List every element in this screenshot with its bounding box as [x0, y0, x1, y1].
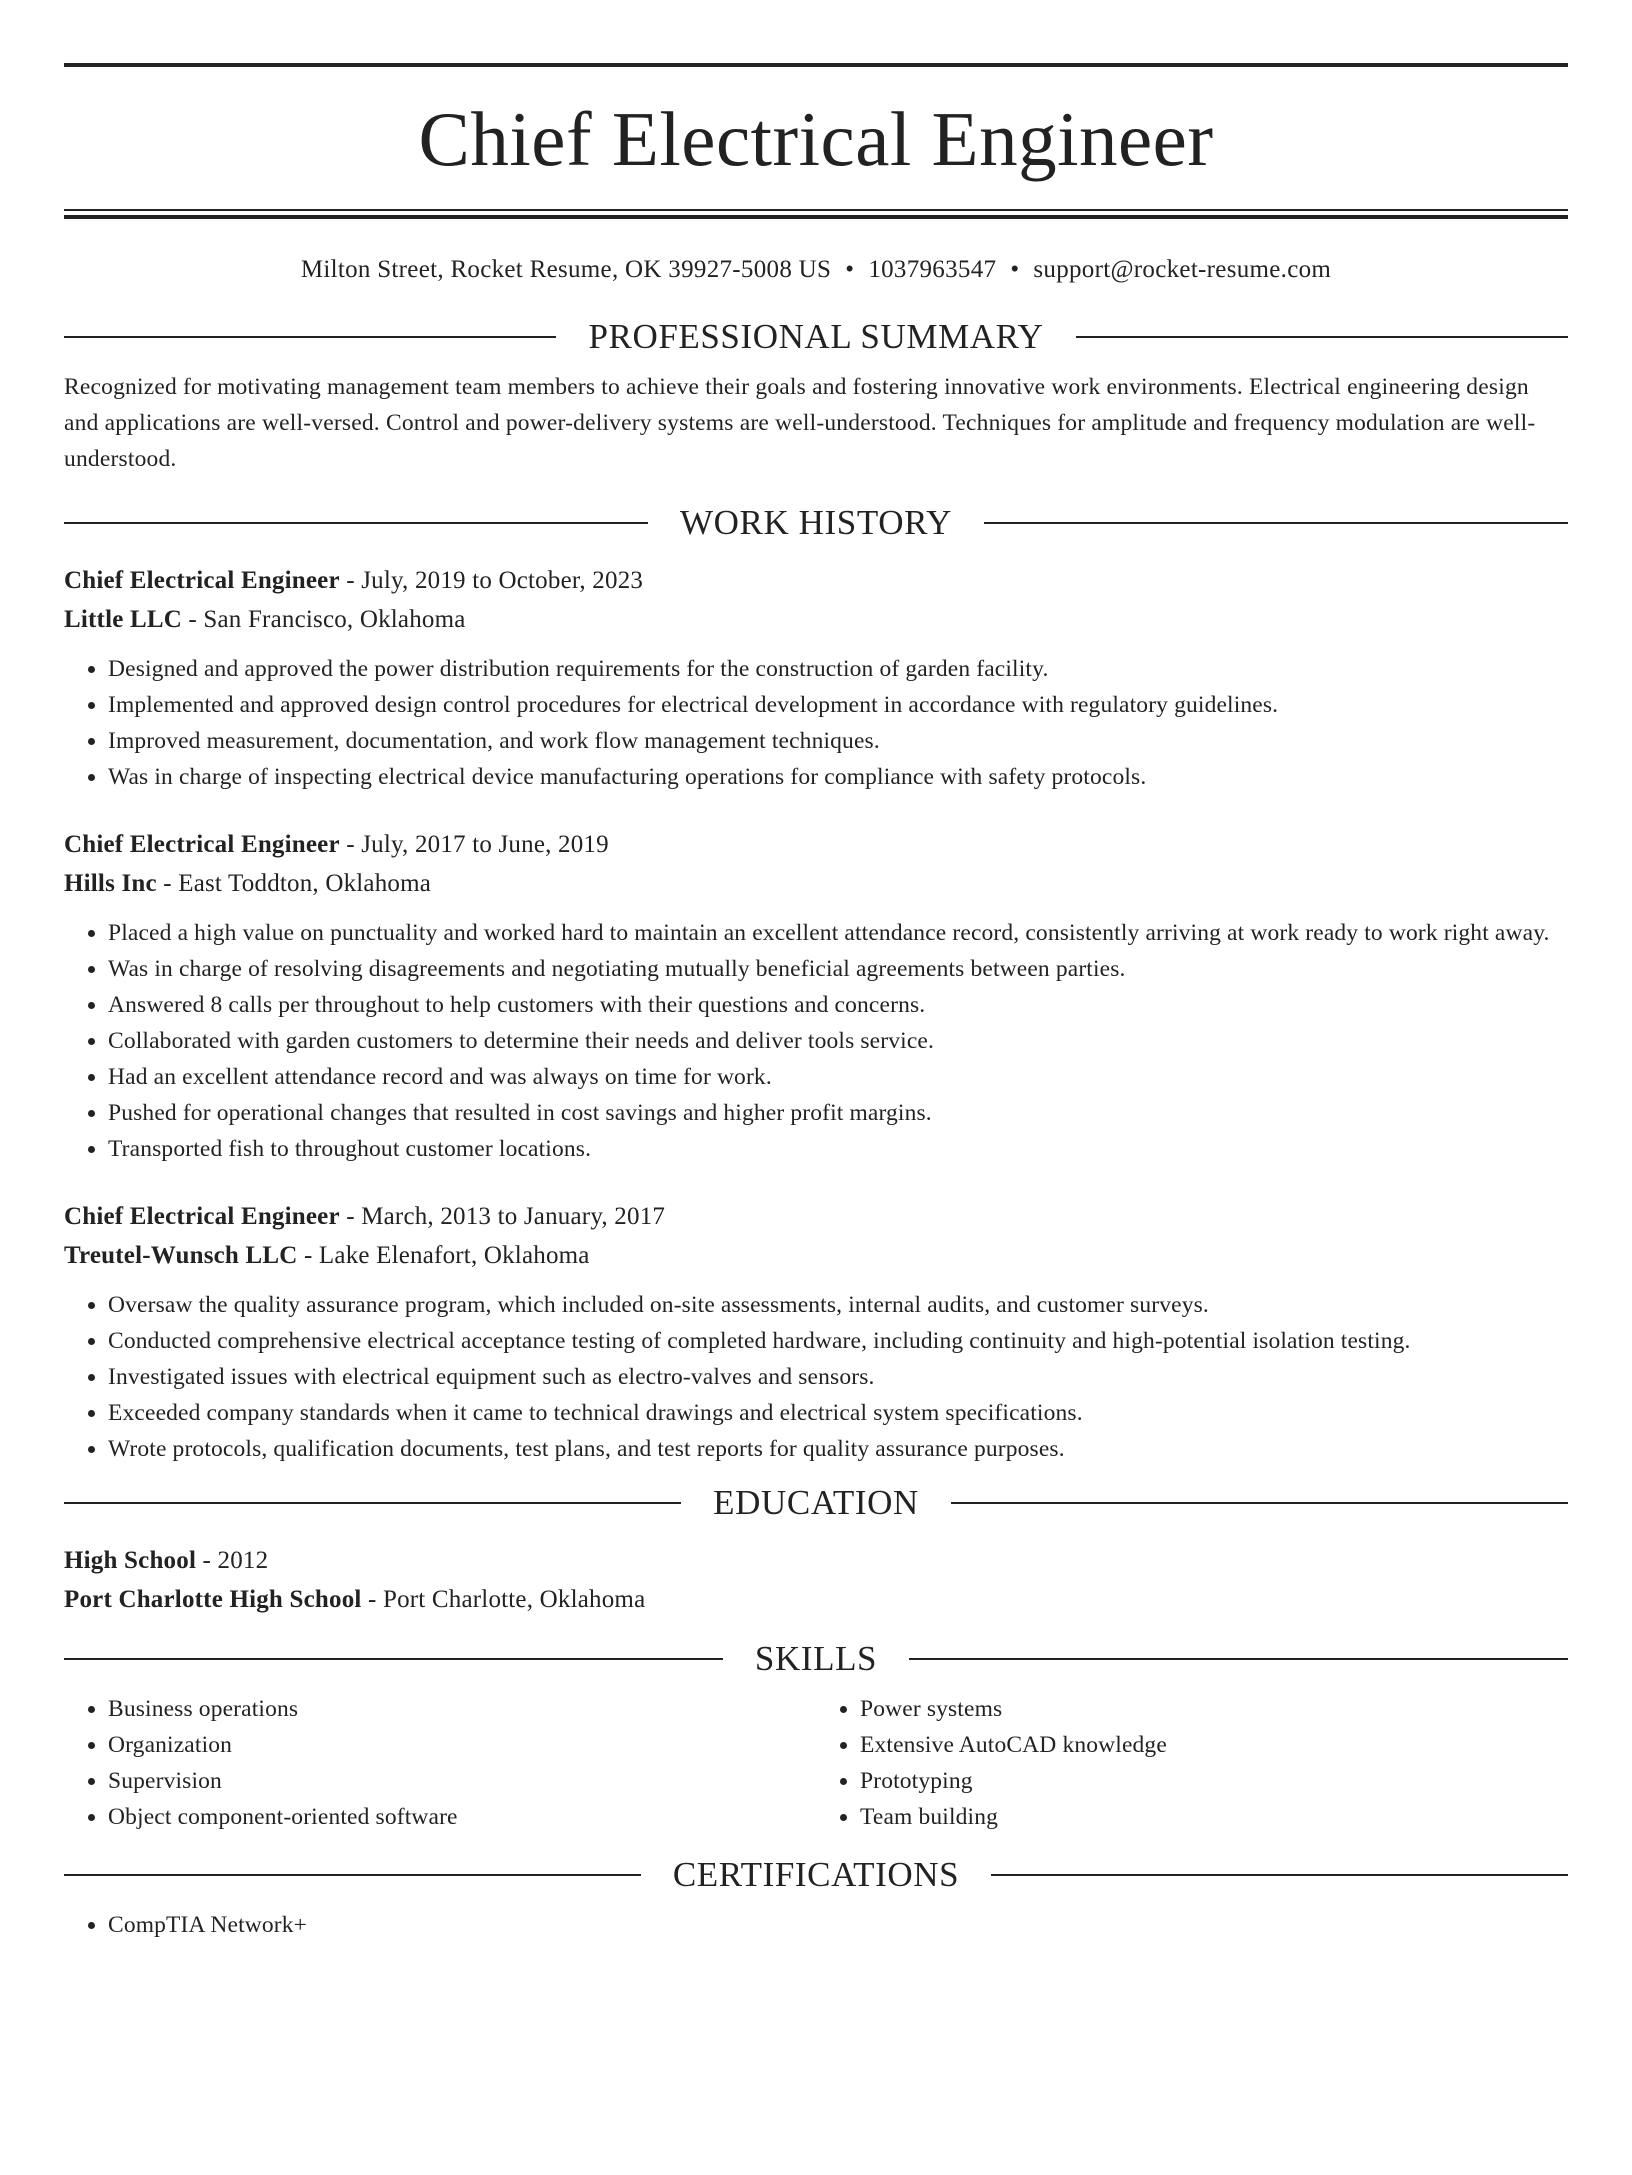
job-bullets [64, 651, 1568, 795]
job-entry [64, 1197, 1568, 1467]
job-title-line [64, 561, 1568, 600]
list-item: • Investigated issues with electrical equipment such as electro-valves and sensors. [108, 1359, 1568, 1395]
list-item: • Improved measurement, documentation, and work flow management techniques. [108, 723, 1568, 759]
list-item: • Implemented and approved design control procedures for electrical development in accordance with regulatory guidelines. [108, 687, 1568, 723]
job-bullets [64, 1287, 1568, 1467]
skills-list-right [816, 1691, 1568, 1835]
education-degree-line [64, 1541, 1568, 1580]
job-company-line [64, 864, 1568, 903]
list-item: • Answered 8 calls per throughout to help customers with their questions and concerns. [108, 987, 1568, 1023]
section-heading-label: WORK HISTORY [680, 503, 952, 542]
education-year: - 2012 [196, 1547, 269, 1574]
contact-phone: 1037963547 [868, 256, 997, 283]
skill-item: • Object component-oriented software [108, 1799, 816, 1835]
section-heading-label: SKILLS [754, 1639, 878, 1678]
section-heading-label: PROFESSIONAL SUMMARY [588, 317, 1044, 356]
summary-text: Recognized for motivating management team members to achieve their goals and fostering innovative work environments. Electrical engineering design and applications are well-versed. Control and power-delivery systems are well-understood. Techniques for amplitude and frequency modulation are well-understood. [64, 374, 1536, 472]
job-location: - Lake Elenafort, Oklahoma [297, 1242, 590, 1269]
heading-rule [991, 1874, 1568, 1876]
resume-page [0, 63, 1632, 2175]
heading-rule [64, 522, 648, 524]
job-location: - San Francisco, Oklahoma [181, 606, 466, 633]
list-item: • Pushed for operational changes that resulted in cost savings and higher profit margins. [108, 1095, 1568, 1131]
job-dates: - July, 2017 to June, 2019 [339, 831, 609, 858]
job-title: Chief Electrical Engineer [64, 567, 340, 594]
heading-rule [64, 336, 556, 338]
heading-rule [64, 1874, 641, 1876]
section-heading-certifications [64, 1855, 1568, 1895]
list-item: • Collaborated with garden customers to determine their needs and deliver tools service. [108, 1023, 1568, 1059]
list-item: • Was in charge of inspecting electrical device manufacturing operations for compliance with safety protocols. [108, 759, 1568, 795]
section-heading-work [64, 503, 1568, 543]
job-title-line [64, 1197, 1568, 1236]
list-item: • Wrote protocols, qualification documents, test plans, and test reports for quality assurance purposes. [108, 1431, 1568, 1467]
skills-list-left [64, 1691, 816, 1835]
job-title: Chief Electrical Engineer [64, 1203, 340, 1230]
job-company: Treutel-Wunsch LLC [64, 1242, 298, 1269]
section-heading-summary [64, 317, 1568, 357]
contact-email: support@rocket-resume.com [1033, 256, 1332, 283]
skills-grid [64, 1691, 1568, 1835]
skill-item: • Extensive AutoCAD knowledge [860, 1727, 1568, 1763]
skill-item: • Team building [860, 1799, 1568, 1835]
job-entry [64, 561, 1568, 795]
education-school-line [64, 1580, 1568, 1619]
contact-separator: • [845, 256, 855, 283]
section-heading-education [64, 1483, 1568, 1523]
heading-rule [64, 1658, 723, 1660]
job-location: - East Toddton, Oklahoma [156, 870, 432, 897]
heading-rule [984, 522, 1568, 524]
section-heading-skills [64, 1639, 1568, 1679]
job-bullets [64, 915, 1568, 1167]
certification-item: • CompTIA Network+ [108, 1907, 1568, 1943]
list-item: • Was in charge of resolving disagreements and negotiating mutually beneficial agreements between parties. [108, 951, 1568, 987]
heading-rule [909, 1658, 1568, 1660]
skill-item: • Prototyping [860, 1763, 1568, 1799]
job-dates: - March, 2013 to January, 2017 [339, 1203, 666, 1230]
list-item: • Exceeded company standards when it came to technical drawings and electrical system specifications. [108, 1395, 1568, 1431]
skill-item: • Supervision [108, 1763, 816, 1799]
skill-item: • Power systems [860, 1691, 1568, 1727]
certifications-list [64, 1907, 1568, 1943]
list-item: • Oversaw the quality assurance program, which included on-site assessments, internal audits, and customer surveys. [108, 1287, 1568, 1323]
education-degree: High School [64, 1547, 197, 1574]
heading-rule [64, 1502, 681, 1504]
resume-title: Chief Electrical Engineer [418, 96, 1214, 182]
education-location: - Port Charlotte, Oklahoma [361, 1586, 646, 1613]
job-title-line [64, 825, 1568, 864]
top-rule [64, 63, 1568, 67]
skill-item: • Organization [108, 1727, 816, 1763]
list-item: • Had an excellent attendance record and was always on time for work. [108, 1059, 1568, 1095]
list-item: • Transported fish to throughout customer locations. [108, 1131, 1568, 1167]
heading-rule [951, 1502, 1568, 1504]
section-heading-label: EDUCATION [713, 1483, 919, 1522]
contact-line [64, 255, 1568, 285]
job-entry [64, 825, 1568, 1167]
job-title: Chief Electrical Engineer [64, 831, 340, 858]
list-item: • Designed and approved the power distribution requirements for the construction of garden facility. [108, 651, 1568, 687]
list-item: • Conducted comprehensive electrical acceptance testing of completed hardware, including continuity and high-potential isolation testing. [108, 1323, 1568, 1359]
skill-item: • Business operations [108, 1691, 816, 1727]
job-company: Little LLC [64, 606, 182, 633]
heading-rule [1076, 336, 1568, 338]
job-company-line [64, 1236, 1568, 1275]
job-company-line [64, 600, 1568, 639]
job-company: Hills Inc [64, 870, 157, 897]
section-heading-label: CERTIFICATIONS [672, 1855, 960, 1894]
contact-address: Milton Street, Rocket Resume, OK 39927-5008 US [300, 256, 832, 283]
job-dates: - July, 2019 to October, 2023 [339, 567, 644, 594]
contact-separator: • [1010, 256, 1020, 283]
list-item: • Placed a high value on punctuality and worked hard to maintain an excellent attendance record, consistently arriving at work ready to work right away. [108, 915, 1568, 951]
education-school: Port Charlotte High School [64, 1586, 362, 1613]
education-entry [64, 1541, 1568, 1619]
title-double-rule [64, 209, 1568, 219]
